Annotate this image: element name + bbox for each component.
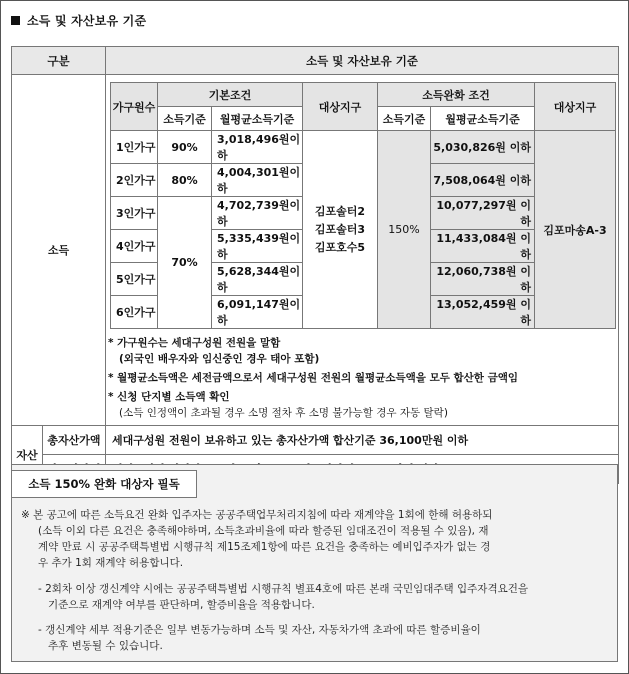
notice-line: - 갱신계약 세부 적용기준은 일부 변동가능하며 소득 및 자산, 자동차가액 초과에 따른 할증비율이 <box>38 624 481 636</box>
district-cell <box>303 131 378 329</box>
relaxed-amount-cell: 7,508,064원 이하 <box>431 164 535 197</box>
th-district: 대상지구 <box>303 83 378 131</box>
header-criteria: 소득 및 자산보유 기준 <box>106 47 619 75</box>
amount-cell: 6,091,147원이하 <box>212 296 303 329</box>
note-household: * 가구원수는 세대구성원 전원을 말함 <box>108 337 281 349</box>
household-cell: 1인가구 <box>111 131 158 164</box>
th-relaxed-income-std: 소득기준 <box>378 107 431 131</box>
relaxed-amount-cell: 10,077,297원 이하 <box>431 197 535 230</box>
notice-line: - 2회차 이상 갱신계약 시에는 공공주택특별법 시행규칙 별표4호에 따른 본래 국민임대주택 입주자격요건을 <box>38 583 529 595</box>
th-basic: 기본조건 <box>158 83 303 107</box>
note-household-sub: (외국인 배우자와 임신중인 경우 태아 포함) <box>119 353 320 365</box>
th-household: 가구원수 <box>111 83 158 131</box>
relaxed-pct-cell: 150% <box>378 131 431 329</box>
relaxed-amount-cell: 11,433,084원 이하 <box>431 230 535 263</box>
amount-cell: 4,702,739원이하 <box>212 197 303 230</box>
pct-cell: 80% <box>158 164 212 197</box>
relaxed-district-cell: 김포마송A-3 <box>535 131 616 329</box>
square-bullet-icon <box>11 16 20 25</box>
income-notes <box>106 329 618 421</box>
relaxed-amount-cell: 13,052,459원 이하 <box>431 296 535 329</box>
th-monthly-avg: 월평균소득기준 <box>212 107 303 131</box>
relaxed-amount-cell: 5,030,826원 이하 <box>431 131 535 164</box>
pct-merged-cell: 70% <box>158 197 212 329</box>
th-relaxed-district: 대상지구 <box>535 83 616 131</box>
header-category: 구분 <box>12 47 106 75</box>
relaxed-amount-cell: 12,060,738원 이하 <box>431 263 535 296</box>
criteria-table <box>11 46 619 484</box>
total-assets-value: 세대구성원 전원이 보유하고 있는 총자산가액 합산기준 36,100만원 이하 <box>106 426 619 455</box>
amount-cell: 5,335,439원이하 <box>212 230 303 263</box>
household-cell: 2인가구 <box>111 164 158 197</box>
notice-label: 소득 150% 완화 대상자 필독 <box>11 470 197 498</box>
note-check: * 신청 단지별 소득액 확인 <box>108 391 230 403</box>
household-cell: 3인가구 <box>111 197 158 230</box>
section-title: 소득 및 자산보유 기준 <box>11 12 146 29</box>
th-relaxed: 소득완화 조건 <box>378 83 535 107</box>
notice-line: 우 추가 1회 재계약 허용합니다. <box>38 557 184 569</box>
income-table <box>110 82 616 329</box>
household-cell: 5인가구 <box>111 263 158 296</box>
table-row <box>111 131 616 164</box>
income-label: 소득 <box>12 75 106 426</box>
district-item: 김포솔터2 <box>314 204 366 218</box>
assets-label: 자산 <box>12 426 43 484</box>
notice-line: 계약 만료 시 공공주택특별법 시행규칙 제15조제1항에 따른 요건을 충족하는 예비입주자가 없는 경 <box>38 541 491 553</box>
notice-line: 기준으로 재계약 여부를 판단하며, 할증비율을 적용합니다. <box>48 599 315 611</box>
notice-line: 추후 변동될 수 있습니다. <box>48 640 163 652</box>
household-cell: 4인가구 <box>111 230 158 263</box>
note-monthly: * 월평균소득액은 세전금액으로서 세대구성원 전원의 월평균소득액을 모두 합산한 금액임 <box>108 372 519 384</box>
amount-cell: 3,018,496원이하 <box>212 131 303 164</box>
district-item: 김포호수5 <box>314 240 366 254</box>
notice-para-1 <box>21 507 613 571</box>
notice-line: (소득 이외 다른 요건은 충족해야하며, 소득초과비율에 따라 할증된 임대조건이 적용될 수 있음), 재 <box>38 525 489 537</box>
income-cell <box>106 75 619 426</box>
total-assets-label: 총자산가액 <box>43 426 106 455</box>
amount-cell: 4,004,301원이하 <box>212 164 303 197</box>
note-check-sub: (소득 인정액이 초과될 경우 소명 절차 후 소명 불가능할 경우 자동 탈락) <box>119 407 448 419</box>
notice-para-2 <box>38 581 616 613</box>
th-relaxed-monthly-avg: 월평균소득기준 <box>431 107 535 131</box>
pct-cell: 90% <box>158 131 212 164</box>
amount-cell: 5,628,344원이하 <box>212 263 303 296</box>
district-item: 김포솔터3 <box>314 222 366 236</box>
notice-para-3 <box>38 622 616 654</box>
notice-line: ※ 본 공고에 따른 소득요건 완화 입주자는 공공주택업무처리지침에 따라 재계약을 1회에 한해 허용하되 <box>21 509 493 521</box>
household-cell: 6인가구 <box>111 296 158 329</box>
th-income-std: 소득기준 <box>158 107 212 131</box>
